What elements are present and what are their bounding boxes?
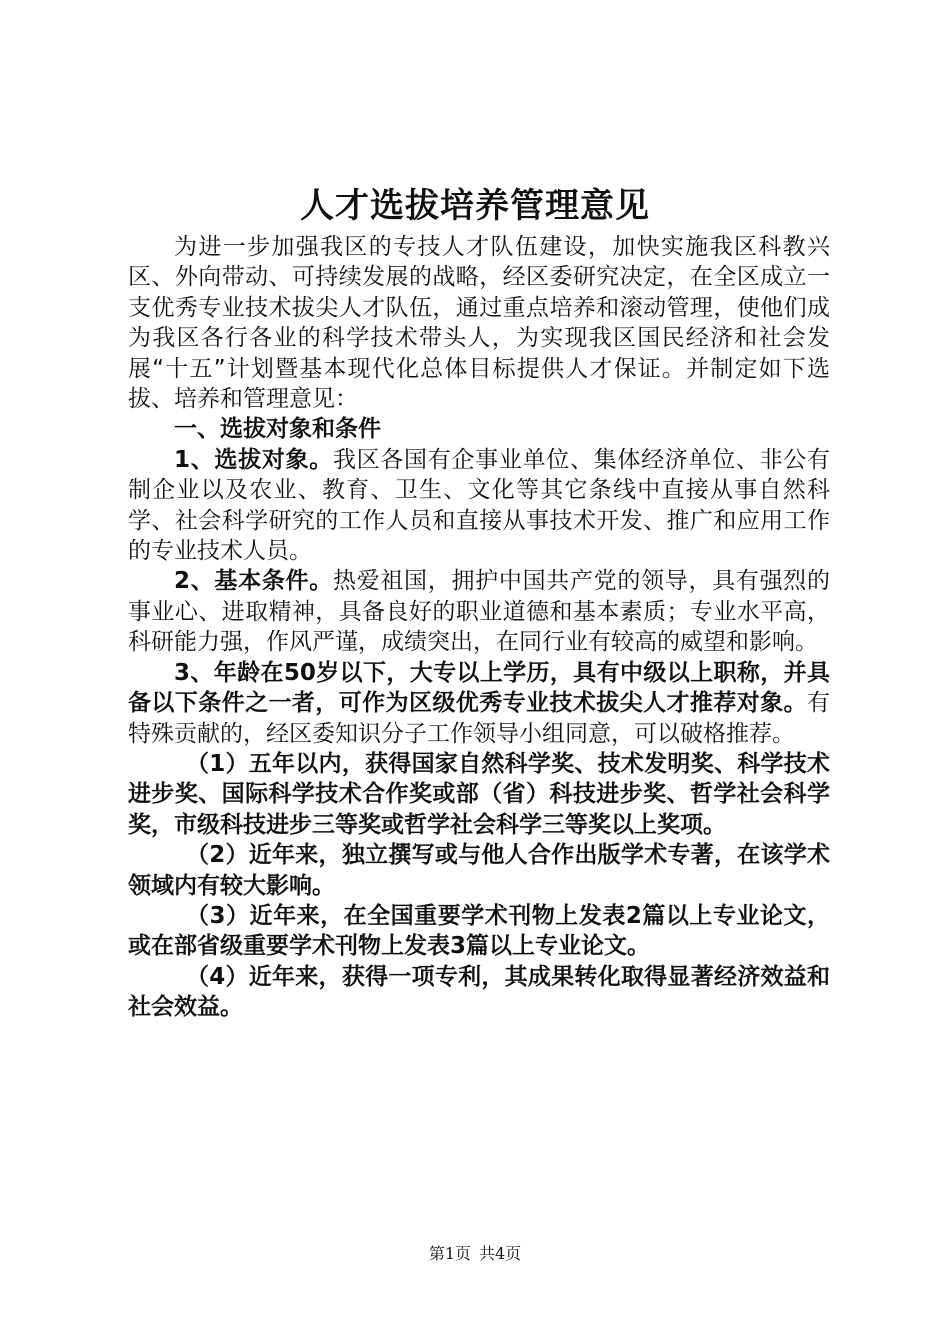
item-3-paragraph (128, 658, 830, 749)
page-footer (0, 1243, 950, 1265)
condition-3: （3）近年来，在全国重要学术刊物上发表2篇以上专业论文，或在部省级重要学术刊物上发表3篇以上专业论文。 (128, 902, 830, 960)
page-number: 第1页 (428, 1244, 471, 1263)
page-total: 共4页 (479, 1244, 522, 1263)
section-heading-1: 一、选拔对象和条件 (174, 416, 381, 443)
condition-1: （1）五年以内，获得国家自然科学奖、技术发明奖、科学技术进步奖、国际科学技术合作奖或部（省）科技进步奖、哲学社会科学奖，市级科技进步三等奖或哲学社会科学三等奖以上奖项。 (128, 750, 830, 838)
item-3-text: 有特殊贡献的，经区委知识分子工作领导小组同意，可以破格推荐。 (128, 690, 830, 747)
item-1-text: 我区各国有企事业单位、集体经济单位、非公有制企业以及农业、教育、卫生、文化等其它条线中直接从事自然科学、社会科学研究的工作人员和直接从事技术开发、推广和应用工作的专业技术人员。 (128, 446, 830, 565)
item-2-lead: 2、基本条件。 (174, 568, 333, 595)
condition-4: （4）近年来，获得一项专利，其成果转化取得显著经济效益和社会效益。 (128, 963, 830, 1021)
item-2-paragraph (128, 566, 830, 657)
item-2-text: 热爱祖国，拥护中国共产党的领导，具有强烈的事业心、进取精神，具备良好的职业道德和基本素质；专业水平高，科研能力强，作风严谨，成绩突出，在同行业有较高的威望和影响。 (128, 568, 830, 656)
condition-2: （2）近年来，独立撰写或与他人合作出版学术专著，在该学术领域内有较大影响。 (128, 842, 830, 899)
document-title: 人才选拔培养管理意见 (300, 186, 650, 226)
item-1-paragraph (128, 445, 830, 567)
item-3-lead: 3、年龄在50岁以下，大专以上学历，具有中级以上职称，并具备以下条件之一者，可作为区级优秀专业技术拔尖人才推荐对象。 (128, 659, 830, 717)
item-1-lead: 1、选拔对象。 (174, 446, 333, 473)
document-body (128, 232, 830, 1023)
intro-paragraph: 为进一步加强我区的专技人才队伍建设，加快实施我区科教兴区、外向带动、可持续发展的战略，经区委研究决定，在全区成立一支优秀专业技术拔尖人才队伍，通过重点培养和滚动管理，使他们成为我区各行各业的科学技术带头人，为实现我区国民经济和社会发展“十五”计划暨基本现代化总体目标提供人才保证。并制定如下选拔、培养和管理意见： (128, 234, 830, 413)
